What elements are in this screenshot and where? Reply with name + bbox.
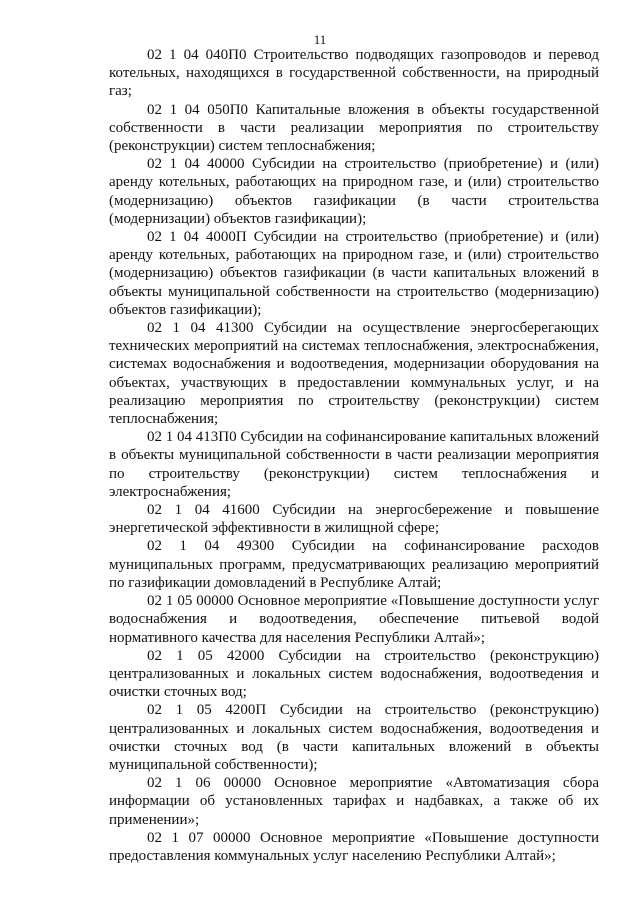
paragraph-budget-code: 02 1 04 41300 Субсидии на осуществление энергосберегающих технических мероприятий на системах теплоснабжения, электроснабжения, системах водоснабжения и водоотведения, модернизации оборудования на объектах, участвующих в предоставлении коммунальных услуг, и на реализацию мероприятия по строительству (реконструкции) систем теплоснабжения; <box>109 320 599 428</box>
paragraph-budget-code: 02 1 07 00000 Основное мероприятие «Повышение доступности предоставления коммунальных услуг населению Республики Алтай»; <box>109 829 599 864</box>
paragraph-budget-code: 02 1 05 42000 Субсидии на строительство (реконструкцию) централизованных и локальных систем водоснабжения, водоотведения и очистки сточных вод; <box>109 647 599 701</box>
document-body <box>109 46 599 865</box>
paragraph-budget-code: 02 1 04 49300 Субсидии на софинансирование расходов муниципальных программ, предусматривающих реализацию мероприятий по газификации домовладений в Республике Алтай; <box>109 538 599 591</box>
paragraph-budget-code: 02 1 04 4000П Субсидии на строительство (приобретение) и (или) аренду котельных, работающих на природном газе, и (или) строительство (модернизацию) объектов газификации (в части капитальных вложений в объекты муниципальной собственности на строительство (модернизацию) объектов газификации); <box>109 229 599 318</box>
paragraph-budget-code: 02 1 05 4200П Субсидии на строительство (реконструкцию) централизованных и локальных систем водоснабжения, водоотведения и очистки сточных вод (в части капитальных вложений в объекты муниципальной собственности); <box>109 702 599 773</box>
paragraph-budget-code: 02 1 06 00000 Основное мероприятие «Автоматизация сбора информации об установленных тарифах и надбавках, а также об их применении»; <box>109 775 599 828</box>
paragraph-budget-code: 02 1 04 050П0 Капитальные вложения в объекты государственной собственности в части реализации мероприятия по строительству (реконструкции) систем теплоснабжения; <box>109 101 599 155</box>
paragraph-budget-code: 02 1 04 41600 Субсидии на энергосбережение и повышение энергетической эффективности в жилищной сфере; <box>109 502 599 537</box>
paragraph-budget-code: 02 1 05 00000 Основное мероприятие «Повышение доступности услуг водоснабжения и водоотведения, обеспечение питьевой водой нормативного качества для населения Республики Алтай»; <box>109 593 599 646</box>
page-number: 11 <box>313 32 327 47</box>
paragraph-budget-code: 02 1 04 413П0 Субсидии на софинансирование капитальных вложений в объекты муниципальной собственности в части реализации мероприятия по строительству (реконструкции) систем теплоснабжения и электроснабжения; <box>109 429 599 500</box>
paragraph-budget-code: 02 1 04 40000 Субсидии на строительство (приобретение) и (или) аренду котельных, работающих на природном газе, и (или) строительство (модернизацию) объектов газификации (в части строительства (модернизации) объектов газификации); <box>109 156 599 227</box>
paragraph-budget-code: 02 1 04 040П0 Строительство подводящих газопроводов и перевод котельных, находящихся в государственной собственности, на природный газ; <box>109 47 599 100</box>
